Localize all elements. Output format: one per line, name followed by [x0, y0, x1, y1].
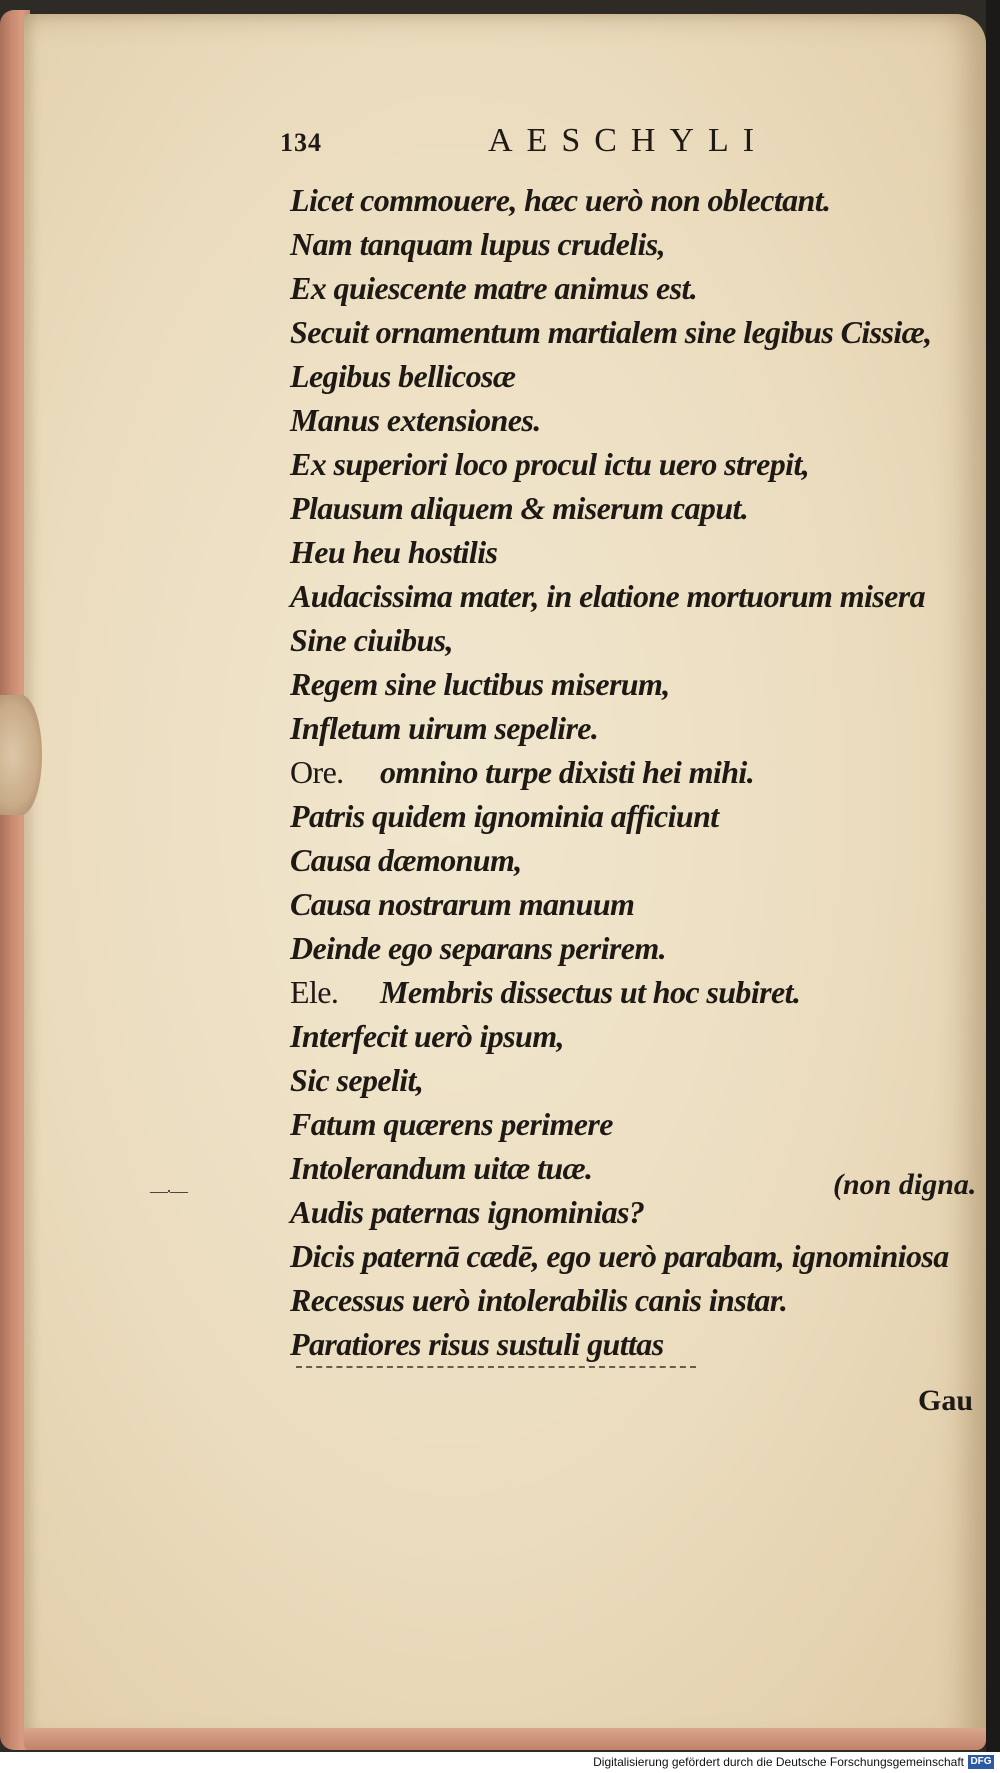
- verse-line: [290, 970, 970, 1014]
- verse-line: [290, 706, 970, 750]
- verse-text: Membris dissectus ut hoc subiret.: [380, 974, 801, 1010]
- verse-line: [290, 1058, 970, 1102]
- verse-text: Causa nostrarum manuum: [290, 886, 635, 922]
- verse-text: Infletum uirum sepelire.: [290, 710, 599, 746]
- verse-text: Recessus uerò intolerabilis canis instar.: [290, 1282, 788, 1318]
- verse-text: Legibus bellicosæ: [290, 358, 516, 394]
- speaker-label: Ore.: [290, 754, 344, 790]
- verse-text: Audacissima mater, in elatione mortuorum misera: [290, 578, 926, 614]
- verse-line: [290, 1322, 970, 1366]
- page-header: [280, 122, 840, 168]
- page-number: 134: [280, 128, 322, 157]
- running-title: AESCHYLI: [488, 122, 769, 159]
- verse-text: Manus extensiones.: [290, 402, 541, 438]
- verse-line: [290, 266, 970, 310]
- verse-text: Ex quiescente matre animus est.: [290, 270, 698, 306]
- verse-line: [290, 178, 970, 222]
- verse-text: Plausum aliquem & miserum caput.: [290, 490, 749, 526]
- margin-mark: —·—: [150, 1181, 186, 1201]
- verse-text: Nam tanquam lupus crudelis,: [290, 226, 666, 262]
- verse-line: [290, 486, 970, 530]
- verse-text: Ex superiori loco procul ictu uero strepit,: [290, 446, 810, 482]
- verse-line: [290, 574, 970, 618]
- verse-line: [290, 926, 970, 970]
- scan-border-right: [986, 0, 1000, 1752]
- verse-text: Dicis paternā cædē, ego uerò parabam, ignominiosa: [290, 1238, 949, 1274]
- verse-text: Causa dæmonum,: [290, 842, 522, 878]
- verse-text: Heu heu hostilis: [290, 534, 498, 570]
- verse-line: [290, 838, 970, 882]
- verse-line: [290, 1102, 970, 1146]
- verse-line: [290, 662, 970, 706]
- verse-text: Intolerandum uitæ tuæ.: [290, 1150, 593, 1186]
- verse-line: [290, 442, 970, 486]
- verse-text: Audis paternas ignominias?: [290, 1194, 645, 1230]
- page-edge-bottom: [24, 1728, 986, 1750]
- verse-text: Fatum quærens perimere: [290, 1106, 613, 1142]
- verse-text: Patris quidem ignominia afficiunt: [290, 798, 719, 834]
- verse-text: Sine ciuibus,: [290, 622, 453, 658]
- verse-line: [290, 882, 970, 926]
- verse-line: [290, 310, 970, 354]
- verse-text: Paratiores risus sustuli guttas: [290, 1326, 664, 1362]
- catchword: Gau: [918, 1384, 974, 1417]
- digitization-credit: Digitalisierung gefördert durch die Deutsche Forschungsgemeinschaft: [593, 1755, 964, 1769]
- verse-text: Regem sine luctibus miserum,: [290, 666, 670, 702]
- verse-line: [290, 354, 970, 398]
- verse-line: [290, 1014, 970, 1058]
- verse-text: Secuit ornamentum martialem sine legibus Cissiæ,: [290, 314, 932, 350]
- verse-text: Licet commouere, hæc uerò non oblectant.: [290, 182, 831, 218]
- verse-line: [290, 222, 970, 266]
- verse-line: [290, 618, 970, 662]
- verse-line: [290, 1278, 970, 1322]
- text-end-rule: [296, 1366, 696, 1368]
- verse-line: [290, 398, 970, 442]
- verse-line: [290, 1234, 970, 1278]
- verse-text: omnino turpe dixisti hei mihi.: [380, 754, 755, 790]
- speaker-label: Ele.: [290, 974, 339, 1010]
- dfg-logo: DFG: [968, 1755, 994, 1769]
- page-tab-marker: [0, 695, 42, 815]
- verse-line: [290, 750, 970, 794]
- verse-text: Interfecit uerò ipsum,: [290, 1018, 564, 1054]
- right-margin-note: (non digna.: [833, 1168, 977, 1201]
- verse-text: Sic sepelit,: [290, 1062, 424, 1098]
- verse-line: [290, 530, 970, 574]
- verse-line: [290, 794, 970, 838]
- verse-text: Deinde ego separans perirem.: [290, 930, 667, 966]
